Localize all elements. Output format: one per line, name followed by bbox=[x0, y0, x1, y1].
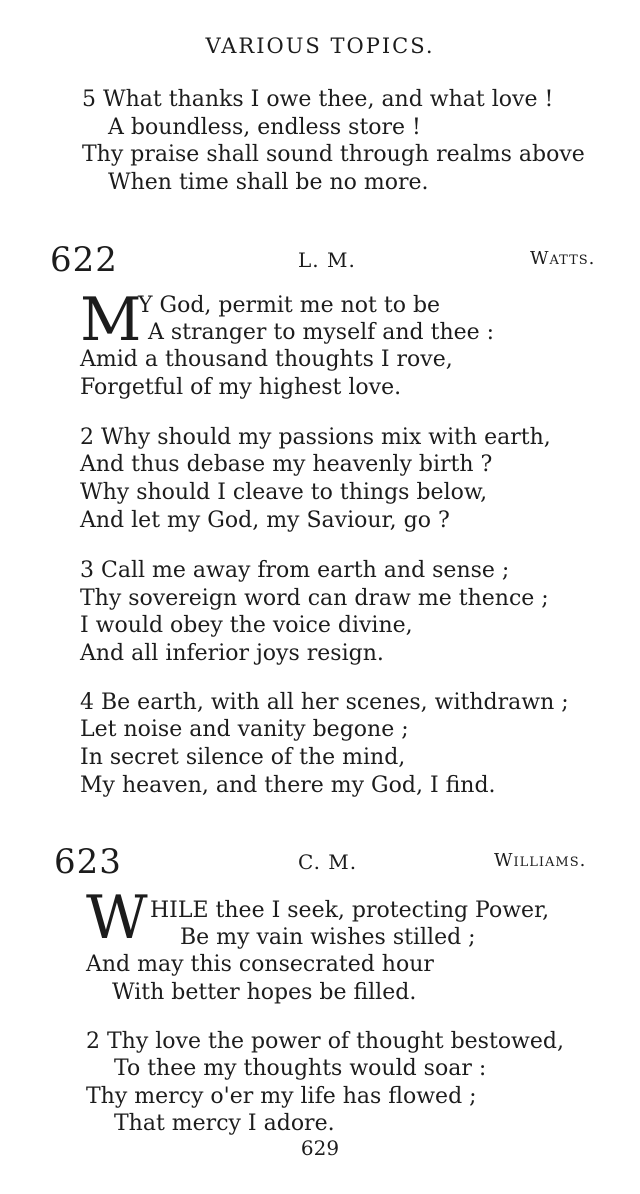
verse-line: And all inferior joys resign. bbox=[80, 641, 384, 666]
page-number: 629 bbox=[300, 1136, 340, 1160]
running-header: VARIOUS TOPICS. bbox=[205, 34, 435, 58]
verse-line: Why should I cleave to things below, bbox=[80, 480, 488, 505]
verse-line: And thus debase my heavenly birth ? bbox=[80, 452, 493, 477]
verse-line: Thy sovereign word can draw me thence ; bbox=[80, 586, 549, 611]
hymn-number: 623 bbox=[54, 842, 122, 882]
verse-line: Thy praise shall sound through realms above bbox=[82, 142, 585, 167]
hymn-number: 622 bbox=[50, 240, 118, 280]
verse-line: 3 Call me away from earth and sense ; bbox=[80, 558, 510, 583]
verse-line: 2 Why should my passions mix with earth, bbox=[80, 425, 551, 450]
verse-line: And may this consecrated hour bbox=[86, 952, 434, 977]
hymn-author: Watts. bbox=[530, 248, 596, 269]
verse-line: In secret silence of the mind, bbox=[80, 745, 406, 770]
verse-line: A boundless, endless store ! bbox=[108, 115, 421, 140]
verse-line: Forgetful of my highest love. bbox=[80, 375, 402, 400]
verse-line: And let my God, my Saviour, go ? bbox=[80, 508, 450, 533]
verse-line: That mercy I adore. bbox=[114, 1111, 335, 1136]
verse-line: With better hopes be filled. bbox=[112, 980, 417, 1005]
hymn-meter: L. M. bbox=[298, 248, 356, 272]
verse-line: Thy mercy o'er my life has flowed ; bbox=[86, 1084, 477, 1109]
verse-line: When time shall be no more. bbox=[108, 170, 429, 195]
hymn-meter: C. M. bbox=[298, 850, 358, 874]
drop-cap: M bbox=[80, 285, 142, 355]
verse-line: 5 What thanks I owe thee, and what love ! bbox=[82, 87, 554, 112]
verse-line: Amid a thousand thoughts I rove, bbox=[80, 347, 453, 372]
verse-line: Y God, permit me not to be bbox=[138, 293, 441, 318]
verse-line: Be my vain wishes stilled ; bbox=[180, 925, 476, 950]
verse-line: I would obey the voice divine, bbox=[80, 613, 413, 638]
verse-line: HILE thee I seek, protecting Power, bbox=[150, 898, 550, 923]
hymn-author: Williams. bbox=[494, 850, 587, 871]
verse-line: A stranger to myself and thee : bbox=[148, 320, 495, 345]
drop-cap: W bbox=[86, 883, 148, 953]
verse-line: 2 Thy love the power of thought bestowed, bbox=[86, 1029, 564, 1054]
verse-line: My heaven, and there my God, I find. bbox=[80, 773, 496, 798]
verse-line: 4 Be earth, with all her scenes, withdrawn ; bbox=[80, 690, 569, 715]
verse-line: Let noise and vanity begone ; bbox=[80, 717, 409, 742]
verse-line: To thee my thoughts would soar : bbox=[114, 1056, 487, 1081]
